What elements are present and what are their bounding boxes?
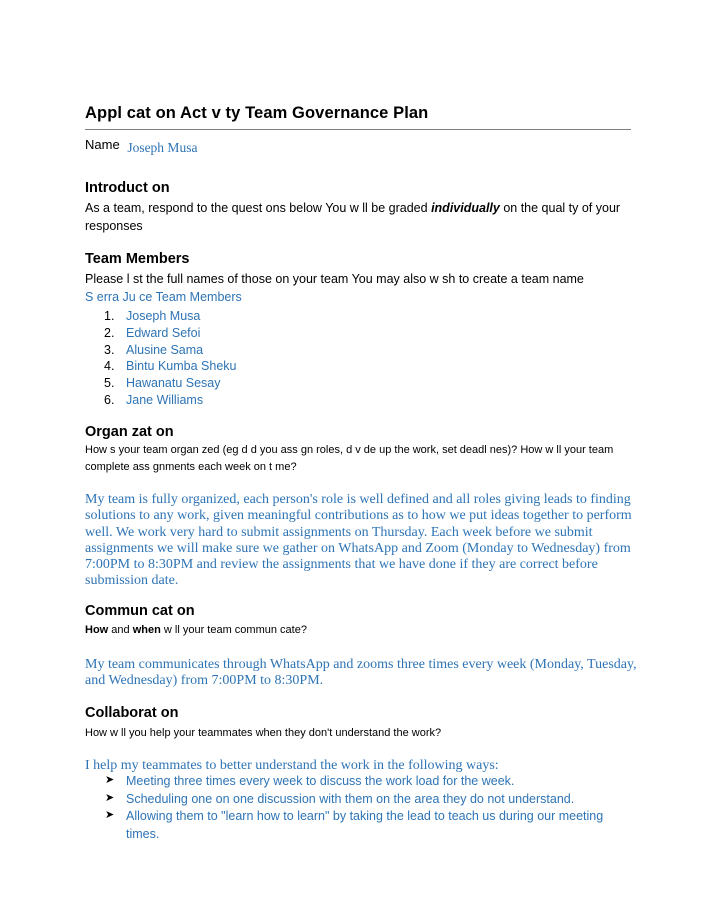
list-item: 2. Edward Sefoi: [104, 325, 201, 340]
member-name: Alusine Sama: [126, 342, 204, 357]
introduction-text: [85, 199, 631, 235]
introduction-emphasis: individually: [431, 201, 500, 215]
collaboration-question: How w ll you help your teammates when they don't understand the work?: [85, 727, 442, 739]
list-item: ➤ Scheduling one on one discussion with them on the area they do not understand.: [105, 791, 575, 806]
organization-question: How s your team organ zed (eg d d you ass gn roles, d v de up the work, set deadl nes)? How w ll your team complete ass gnments each week on t me?: [85, 444, 614, 473]
communication-question: How and when w ll your team commun cate?: [85, 624, 307, 636]
introduction-heading: Introduct on: [85, 180, 170, 196]
collaboration-ways-list: [85, 773, 633, 843]
name-label: Name: [85, 137, 120, 152]
list-item: 6. Jane Williams: [104, 392, 204, 407]
introduction-text-after: on the qual ty of your responses: [85, 201, 621, 233]
list-item: 1. Joseph Musa: [104, 309, 201, 323]
list-item: ➤ Allowing them to "learn how to learn" by taking the lead to teach us during our meeting times.: [105, 809, 604, 841]
list-item: 3. Alusine Sama: [104, 342, 204, 357]
list-item: 4. Bintu Kumba Sheku: [104, 359, 237, 374]
introduction-text-before: As a team, respond to the quest ons below You w ll be graded: [85, 201, 432, 215]
collaboration-intro: I help my teammates to better understand the work in the following ways:: [85, 758, 499, 773]
team-name: S erra Ju ce Team Members: [85, 290, 242, 304]
communication-heading: Commun cat on: [85, 603, 195, 619]
document-title: Appl cat on Act v ty Team Governance Plan: [85, 104, 429, 122]
communication-answer: My team communicates through WhatsApp and zooms three times every week (Monday, Tuesday, and Wednesday) from 7:00PM to 8:30PM.: [85, 657, 637, 689]
arrow-bullet-icon: ➤: [105, 809, 115, 821]
organization-answer: My team is fully organized, each person's role is well defined and all roles giving leads to finding solutions to any work, given meaningful contributions as to how we put ideas together to perform well. We work very hard to submit assignments on Thursday. Each week before we submit assignments we will make sure we gather on WhatsApp and Zoom (Monday to Wednesday) from 7:00PM to 8:30PM and review the assignments that we have done if they are correct before submission date.: [85, 492, 632, 589]
arrow-bullet-icon: ➤: [105, 774, 115, 786]
arrow-bullet-icon: ➤: [105, 791, 115, 804]
team-member-list: [85, 308, 237, 409]
communication-q-when: when: [132, 624, 161, 636]
communication-q-how: How: [85, 624, 109, 636]
member-name: Jane Williams: [126, 392, 204, 407]
list-item: 5. Hawanatu Sesay: [104, 376, 221, 391]
name-row: [85, 137, 197, 153]
team-members-heading: Team Members: [85, 251, 190, 267]
member-name: Hawanatu Sesay: [126, 376, 221, 391]
organization-heading: Organ zat on: [85, 424, 174, 440]
list-item: ➤ Meeting three times every week to discuss the work load for the week.: [105, 774, 515, 788]
member-name: Bintu Kumba Sheku: [126, 359, 237, 374]
name-value: Joseph Musa: [127, 140, 198, 155]
collaboration-heading: Collaborat on: [85, 705, 179, 721]
member-name: Joseph Musa: [126, 309, 201, 323]
team-members-instruction: Please l st the full names of those on your team You may also w sh to create a team name: [85, 272, 584, 286]
title-divider: [85, 129, 631, 130]
member-name: Edward Sefoi: [126, 325, 201, 340]
